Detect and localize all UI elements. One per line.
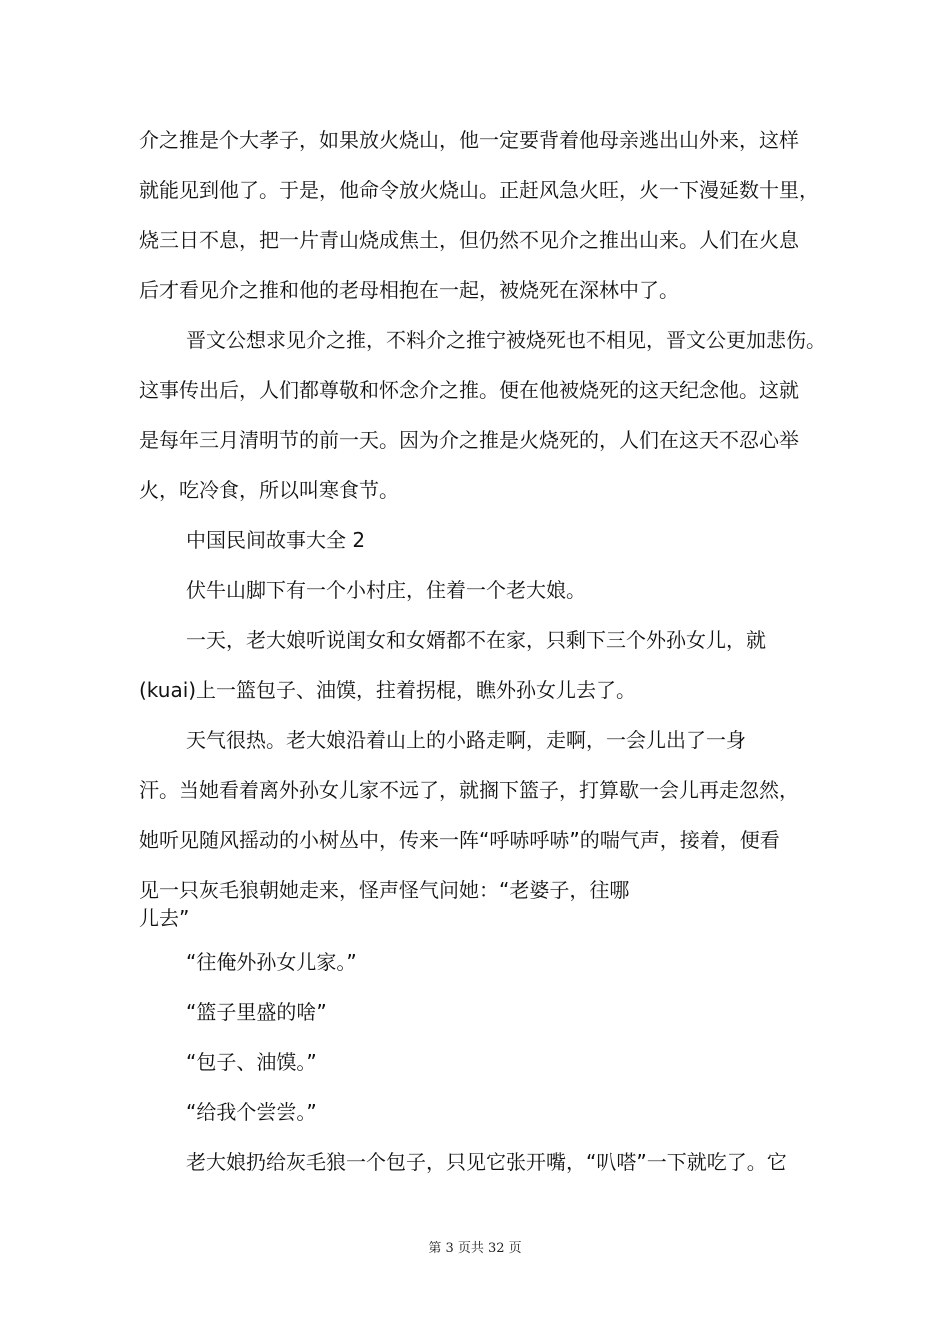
section-heading: 中国民间故事大全 2 [186,528,366,552]
text-line: 伏牛山脚下有一个小村庄，住着一个老大娘。 [186,578,586,602]
dialogue-line: “往俺外孙女儿家。” [186,950,357,974]
text-line: 是每年三月清明节的前一天。因为介之推是火烧死的，人们在这天不忍心举 [139,428,799,452]
text-line: 这事传出后，人们都尊敬和怀念介之推。便在他被烧死的这天纪念他。这就 [139,378,799,402]
text-line: 她听见随风摇动的小树丛中，传来一阵“呼哧呼哧”的喘气声，接着，便看 [139,828,780,852]
text-line: 介之推是个大孝子，如果放火烧山，他一定要背着他母亲逃出山外来，这样 [139,128,799,152]
dialogue-line: “给我个尝尝。” [186,1100,317,1124]
dialogue-line: “篮子里盛的啥” [186,1000,327,1024]
text-line: 儿去” [139,906,190,930]
text-line: 一天，老大娘听说闺女和女婿都不在家，只剩下三个外孙女儿，就 [186,628,766,652]
text-line: 见一只灰毛狼朝她走来，怪声怪气问她：“老婆子，往哪 [139,878,630,902]
text-line: 烧三日不息，把一片青山烧成焦土，但仍然不见介之推出山来。人们在火息 [139,228,799,252]
text-line: 晋文公想求见介之推，不料介之推宁被烧死也不相见，晋文公更加悲伤。 [186,328,826,352]
text-line: 老大娘扔给灰毛狼一个包子，只见它张开嘴，“叭嗒”一下就吃了。它 [186,1150,787,1174]
text-line: 汗。当她看着离外孙女儿家不远了，就搁下篮子，打算歇一会儿再走忽然， [139,778,799,802]
text-line: (kuai)上一篮包子、油馍，拄着拐棍，瞧外孙女儿去了。 [139,678,637,702]
page-footer: 第 3 页共 32 页 [428,1241,522,1256]
text-line: 火，吃冷食，所以叫寒食节。 [139,478,399,502]
text-line: 天气很热。老大娘沿着山上的小路走啊，走啊，一会儿出了一身 [186,728,746,752]
text-line: 就能见到他了。于是，他命令放火烧山。正赶风急火旺，火一下漫延数十里， [139,178,819,202]
text-line: 后才看见介之推和他的老母相抱在一起，被烧死在深林中了。 [139,278,679,302]
dialogue-line: “包子、油馍。” [186,1050,317,1074]
